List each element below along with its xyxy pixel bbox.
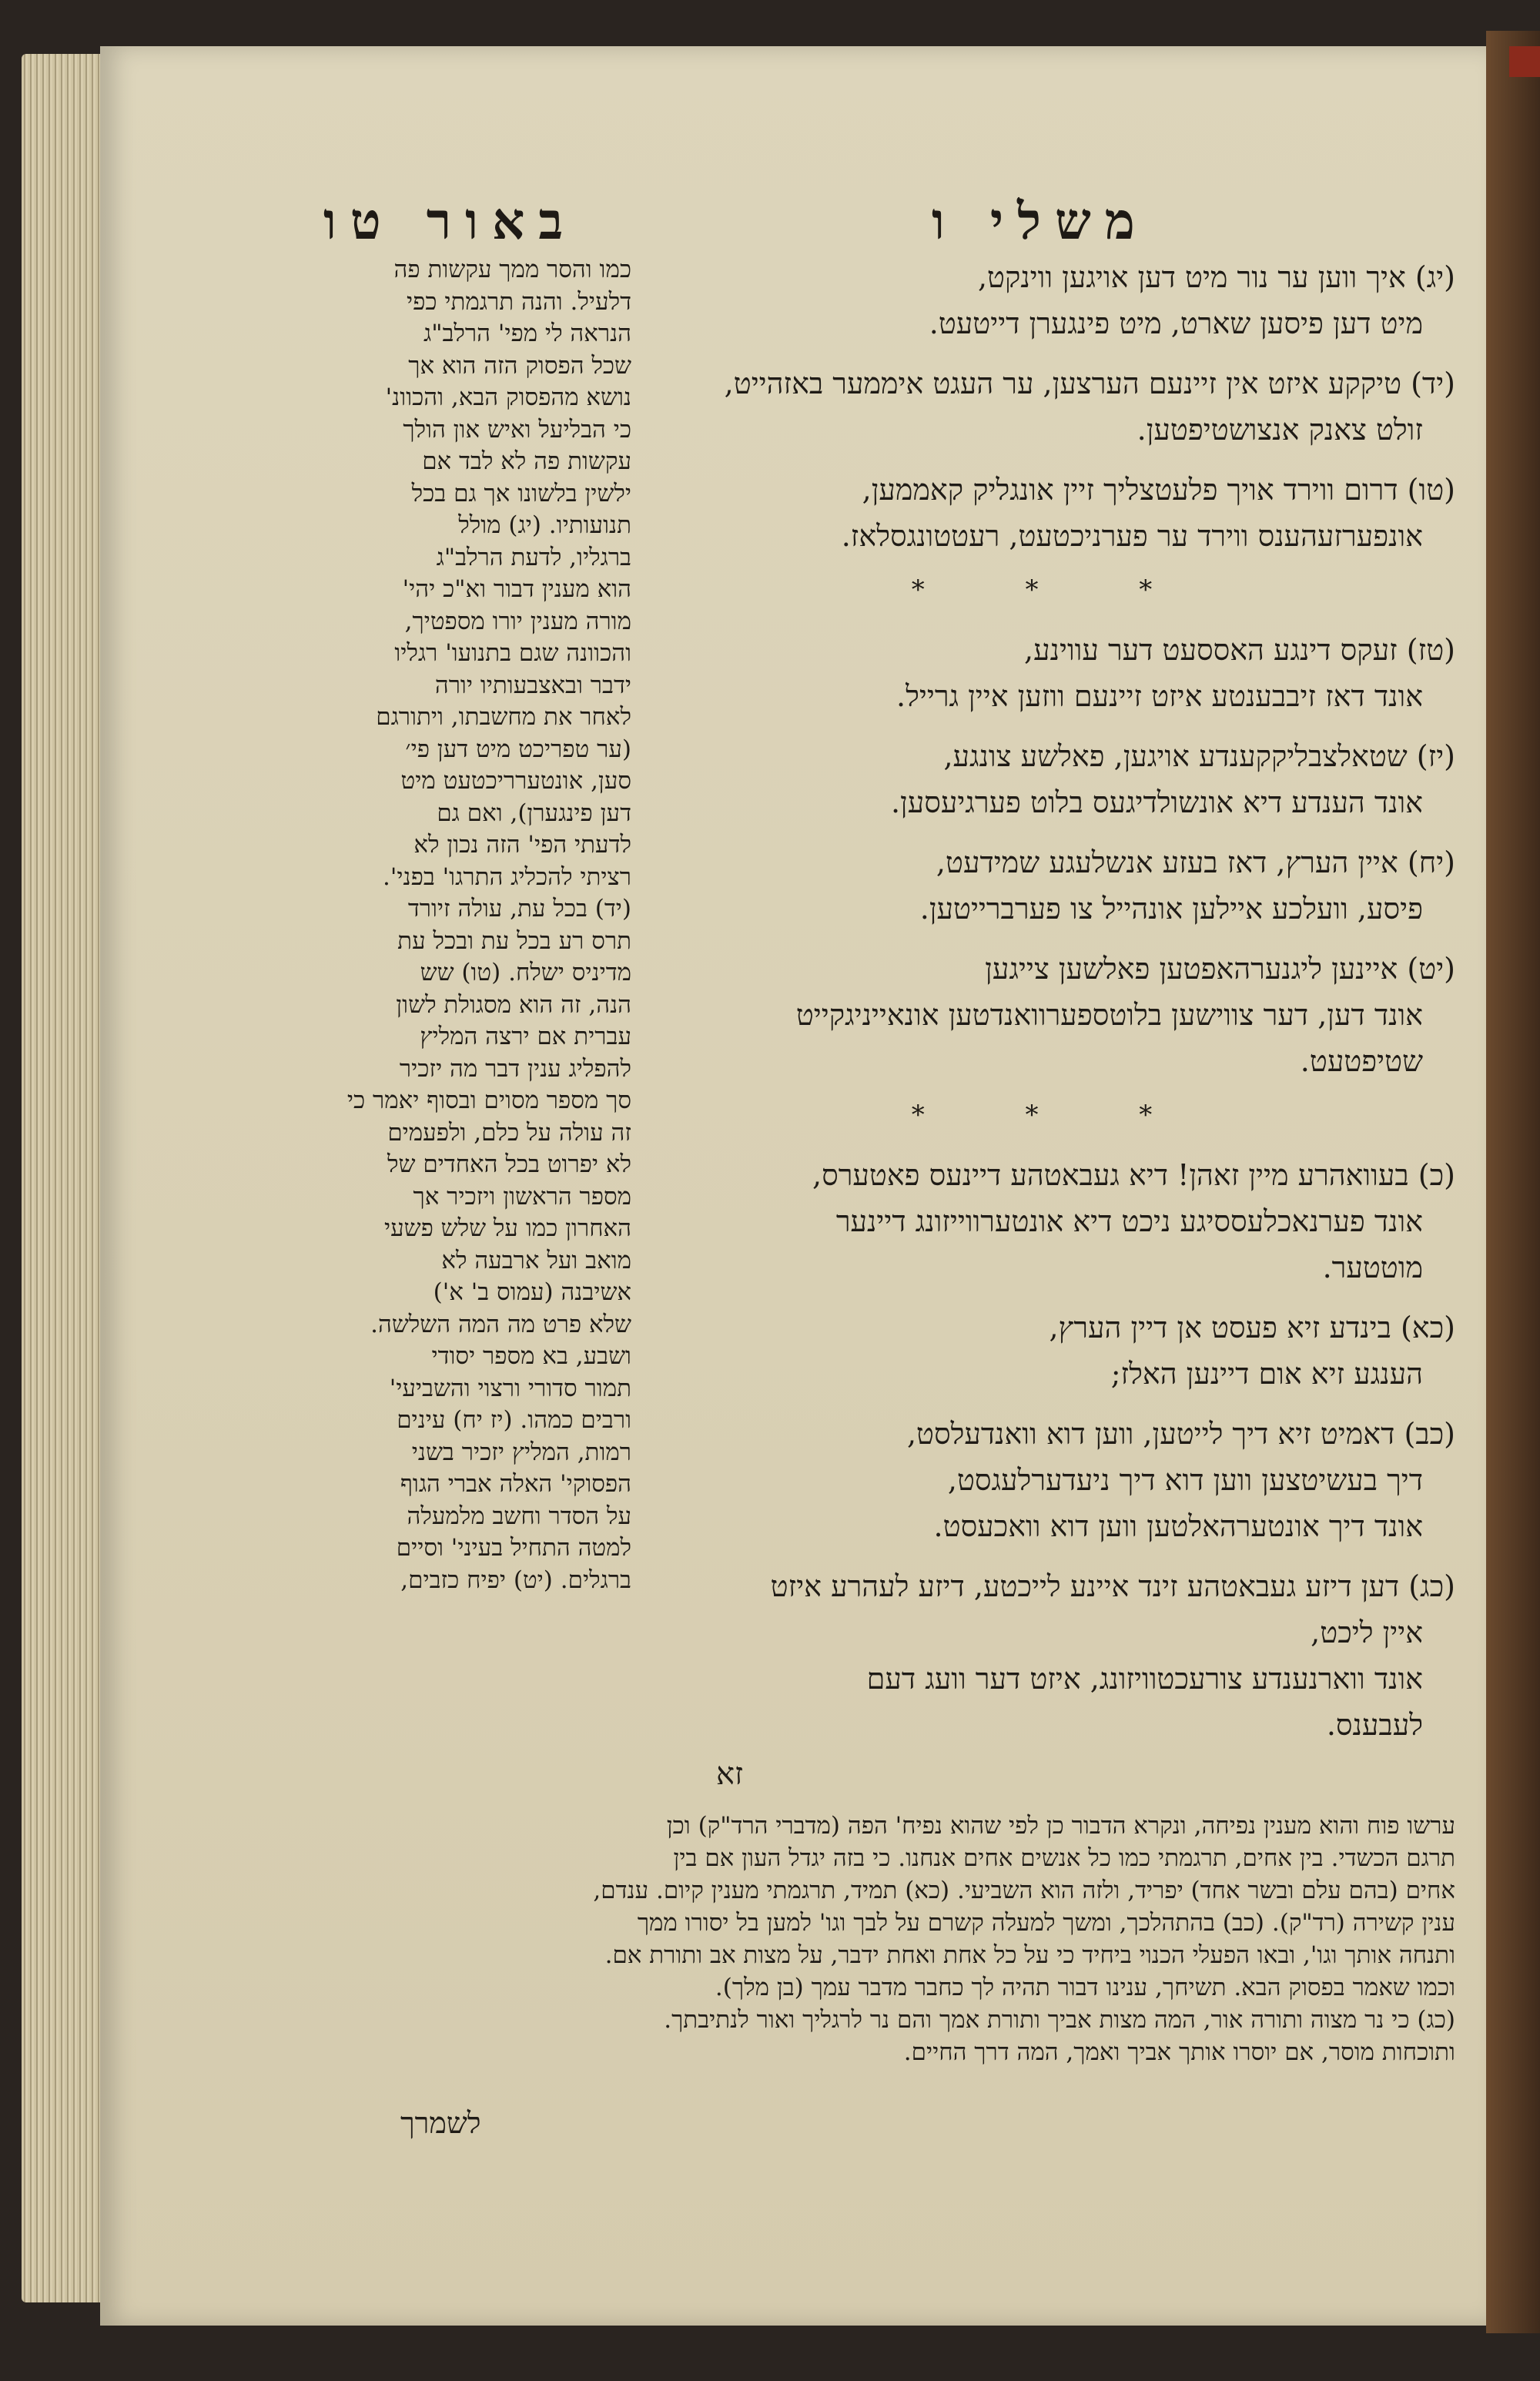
commentary-line: (ער טפריכט מיט דען פי׳: [405, 735, 631, 763]
verse-line: אונד ווארנענדע צורעכטוויזונג, איזט דער וועג דעם: [866, 1662, 1423, 1696]
main-text-column: [654, 254, 1455, 1762]
commentary-line: זה עולה על כלם, ולפעמים: [387, 1118, 631, 1147]
bottom-commentary: [331, 1810, 1455, 2068]
verse-line: (כ) בעוואהרע מיין זאהן! דיא געבאטהע דיינעס פאטערס,: [812, 1158, 1455, 1192]
verse-group-b: [654, 627, 1455, 1084]
verse-group-c: [654, 1152, 1455, 1748]
commentary-line: ושבע, בא מספר יסודי: [431, 1342, 631, 1370]
verse-line: מיט דען פיסען שארט, מיט פינגערן דייטעט.: [929, 306, 1423, 340]
verse-line: אונד דען, דער צווישען בלוטספערוואנדטען אונאייניגקייט: [795, 998, 1423, 1032]
bottom-note-line: ענין קשירה (רד"ק). (כב) בהתהלכך, ומשך למעלה קשרם על לבך וגו' למען בל יסורו ממך: [637, 1909, 1455, 1937]
bookmark-ribbon: [1509, 46, 1540, 77]
section-divider-stars: * * *: [911, 1100, 1199, 1130]
commentary-line: להפליג ענין דבר מה יזכיר: [399, 1054, 631, 1083]
commentary-line: הוא מענין דבור וא"כ יהי': [402, 575, 631, 603]
verse-line: שטיפטעט.: [1300, 1044, 1423, 1078]
commentary-line: הנראה לי מפי' הרלב"ג: [423, 320, 631, 347]
verse-line: (טז) זעקס דינגע האססעט דער עווינע,: [1024, 633, 1455, 667]
verse-line: (יט) איינען ליגנערהאפטען פאלשען צייגען: [985, 952, 1455, 986]
commentary-line: ורבים כמהו. (יז יח) עינים: [397, 1406, 631, 1434]
commentary-line: לדעתי הפי' הזה נכון לא: [413, 831, 631, 859]
verse-line: (טו) דרום ווירד אויך פלעטצליך זיין אונגליק קאממען,: [862, 473, 1455, 507]
verse-line: זולט צאנק אנצושטיפטען.: [1137, 413, 1423, 447]
verse-line: אונד פערנאכלעססיגע ניכט דיא אונטערווייזונג דיינער: [835, 1204, 1423, 1238]
commentary-line: הנה, זה הוא מסגולת לשון: [396, 990, 631, 1019]
commentary-line: מדיניס ישלח. (טו) שש: [420, 959, 631, 986]
verse-line: איין ליכט,: [1311, 1616, 1423, 1649]
verse-line: אונד דיך אונטערהאלטען ווען דוא וואכעסט.: [933, 1509, 1423, 1543]
verse-group-a: [654, 254, 1455, 559]
commentary-line: תמור סדורי ורצוי והשביעי': [389, 1374, 631, 1402]
bottom-note-line: וכמו שאמר בפסוק הבא. תשיחך, ענינו דבור תהיה לך כחבר מדבר עמך (בן מלך).: [715, 1974, 1455, 2001]
commentary-line: למטה התחיל בעיני' וסיים: [396, 1534, 631, 1562]
commentary-line: רמות, המליץ יזכיר בשני: [411, 1438, 631, 1466]
verse-line: (כב) דאמיט זיא דיך לייטען, ווען דוא וואנדעלסט,: [906, 1417, 1455, 1451]
verse-line: (כג) דען דיזע געבאטהע זינד איינע לייכטע, דיזע לעהרע איזט: [770, 1569, 1455, 1603]
verse-line: דיך בעשיטצען ווען דוא דיך ניעדערלעגסט,: [947, 1463, 1423, 1497]
verse-line: (יג) איך ווען ער נור מיט דען אויגען ווינקט,: [977, 260, 1455, 294]
verse-line: אונד הענדע דיא אונשולדיגעס בלוט פערגיעסען.: [890, 785, 1423, 819]
section-divider-stars: * * *: [911, 574, 1199, 605]
verse-line: (יז) שטאלצבליקקענדע אויגען, פאלשע צונגע,: [943, 739, 1455, 773]
commentary-line: שלא פרט מה המה השלשה.: [370, 1310, 631, 1338]
verse: [654, 1411, 1455, 1549]
verse-line: מוטטער.: [1322, 1251, 1423, 1284]
verse: [654, 254, 1455, 347]
commentary-column: [331, 254, 631, 1596]
verse-line: (יח) איין הערץ, דאז בעזע אנשלעגע שמידעט,: [936, 846, 1455, 879]
commentary-line: תרס רע בכל עת ובכל עת: [397, 926, 631, 955]
bottom-note-line: אחים (בהם עלם ובשר אחד) יפריד, ולזה הוא השביעי. (כא) תמיד, תרגמתי מענין קיום. ענדם,: [593, 1877, 1455, 1904]
verse: [654, 467, 1455, 559]
commentary-line: תנועותיו. (יג) מולל: [458, 511, 631, 539]
verse-line: הענגע זיא אום דיינען האלז;: [1110, 1357, 1423, 1391]
verse: [654, 946, 1455, 1084]
book-binding: [1486, 31, 1540, 2333]
commentary-line: עקשות פה לא לבד אם: [422, 447, 631, 475]
commentary-line: אשיבנה (עמוס ב' א'): [433, 1278, 631, 1306]
verse: [654, 733, 1455, 825]
verse: [654, 1304, 1455, 1397]
bottom-note-line: ערשו פוח והוא מענין נפיחה, ונקרא הדבור כן לפי שהוא נפיח' הפה (מדברי הרד"ק) וכן: [666, 1812, 1455, 1840]
verse-line: אונפערזעהענס ווירד ער פערניכטעט, רעטטונגסלאז.: [841, 519, 1423, 553]
commentary-line: (יד) בכל עת, עולה זיורד: [407, 895, 631, 923]
bottom-note-line: (כג) כי נר מצוה ותורה אור, המה מצות אביך ותורת אמך והם נר לרגליך ואור לנתיבתך.: [664, 2006, 1455, 2034]
commentary-line: רציתי להכליג התרגו' בפני'.: [383, 862, 631, 891]
commentary-line: כמו והסר ממך עקשות פה: [393, 256, 631, 283]
commentary-line: לא יפרוט בכל האחדים של: [387, 1150, 631, 1178]
commentary-line: הפסוקי' האלה אברי הגוף: [400, 1470, 631, 1498]
verse: [654, 360, 1455, 453]
next-verse-start: זא: [716, 1756, 744, 1792]
running-title: משלי ו: [932, 191, 1149, 251]
verse-line: פיסע, וועלכע איילען אונהייל צו פערברייטען.: [919, 892, 1423, 926]
commentary-line: עברית אם ירצה המליץ: [420, 1023, 631, 1050]
commentary-line: סך מספר מסוים ובסוף יאמר כי: [346, 1087, 631, 1114]
catchword: לשמרך: [400, 2106, 481, 2140]
bottom-note-line: תרגם הכשדי. בין אחים, תרגמתי כמו כל אנשים אחים אנחנו. כי בזה יגדל העון אם בין: [673, 1844, 1455, 1872]
commentary-line: ברגלים. (יט) יפיח כזבים,: [400, 1566, 631, 1594]
commentary-line: דען פינגערן), ואם גם: [437, 799, 631, 827]
commentary-line: מורה מענין יורו מספטיך,: [404, 607, 631, 635]
bottom-note-line: ותנחה אותך וגו', ובאו הפעלי הכנוי ביחיד כי על כל אחת ואחת ידבר, על מצות אב ותורת אם.: [604, 1941, 1455, 1969]
verse-line: (כא) בינדע זיא פעסט אן דיין הערץ,: [1049, 1311, 1455, 1345]
bottom-note-line: ותוכחות מוסר, אם יוסרו אותך אביך ואמך, המה דרך החיים.: [903, 2038, 1455, 2066]
verse: [654, 1152, 1455, 1291]
commentary-line: סען, אונטערריכטעט מיט: [400, 767, 631, 795]
commentary-line: נושא מהפסוק הבא, והכוונ': [385, 383, 631, 411]
commentary-line: ברגליו, לדעת הרלב"ג: [436, 543, 631, 571]
commentary-line: ידבר ובאצבעותיו יורה: [434, 671, 631, 699]
verse: [654, 627, 1455, 719]
verse: [654, 1563, 1455, 1748]
commentary-line: ילשין בלשונו אך גם בכל: [411, 479, 631, 507]
commentary-line: מואב ועל ארבעה לא: [441, 1246, 631, 1274]
commentary-line: האחרון כמו על שלש פשעי: [383, 1214, 631, 1242]
commentary-title: באור טו: [323, 191, 578, 251]
book-page-edges: [22, 54, 106, 2302]
commentary-line: דלעיל. והנה תרגמתי כפי: [407, 287, 631, 316]
verse-line: (יד) טיקקע איזט אין זיינעם הערצען, ער העגט איממער באזהייט,: [724, 367, 1455, 400]
commentary-line: והכוונה שגם בתנועו' רגליו: [394, 639, 631, 667]
commentary-line: על הסדר וחשב מלמעלה: [407, 1502, 631, 1530]
commentary-line: שכל הפסוק הזה הוא אך: [408, 351, 631, 380]
commentary-line: לאחר את מחשבתו, ויתורגם: [376, 703, 631, 731]
verse-line: אונד דאז זיבבענטע איזט זיינעם ווזען איין גרייל.: [896, 679, 1423, 713]
verse-line: לעבענס.: [1326, 1708, 1423, 1742]
commentary-line: מספר הראשון ויזכיר אך: [413, 1182, 631, 1211]
commentary-line: כי הבליעל ואיש און הולך: [403, 415, 631, 444]
verse: [654, 839, 1455, 932]
